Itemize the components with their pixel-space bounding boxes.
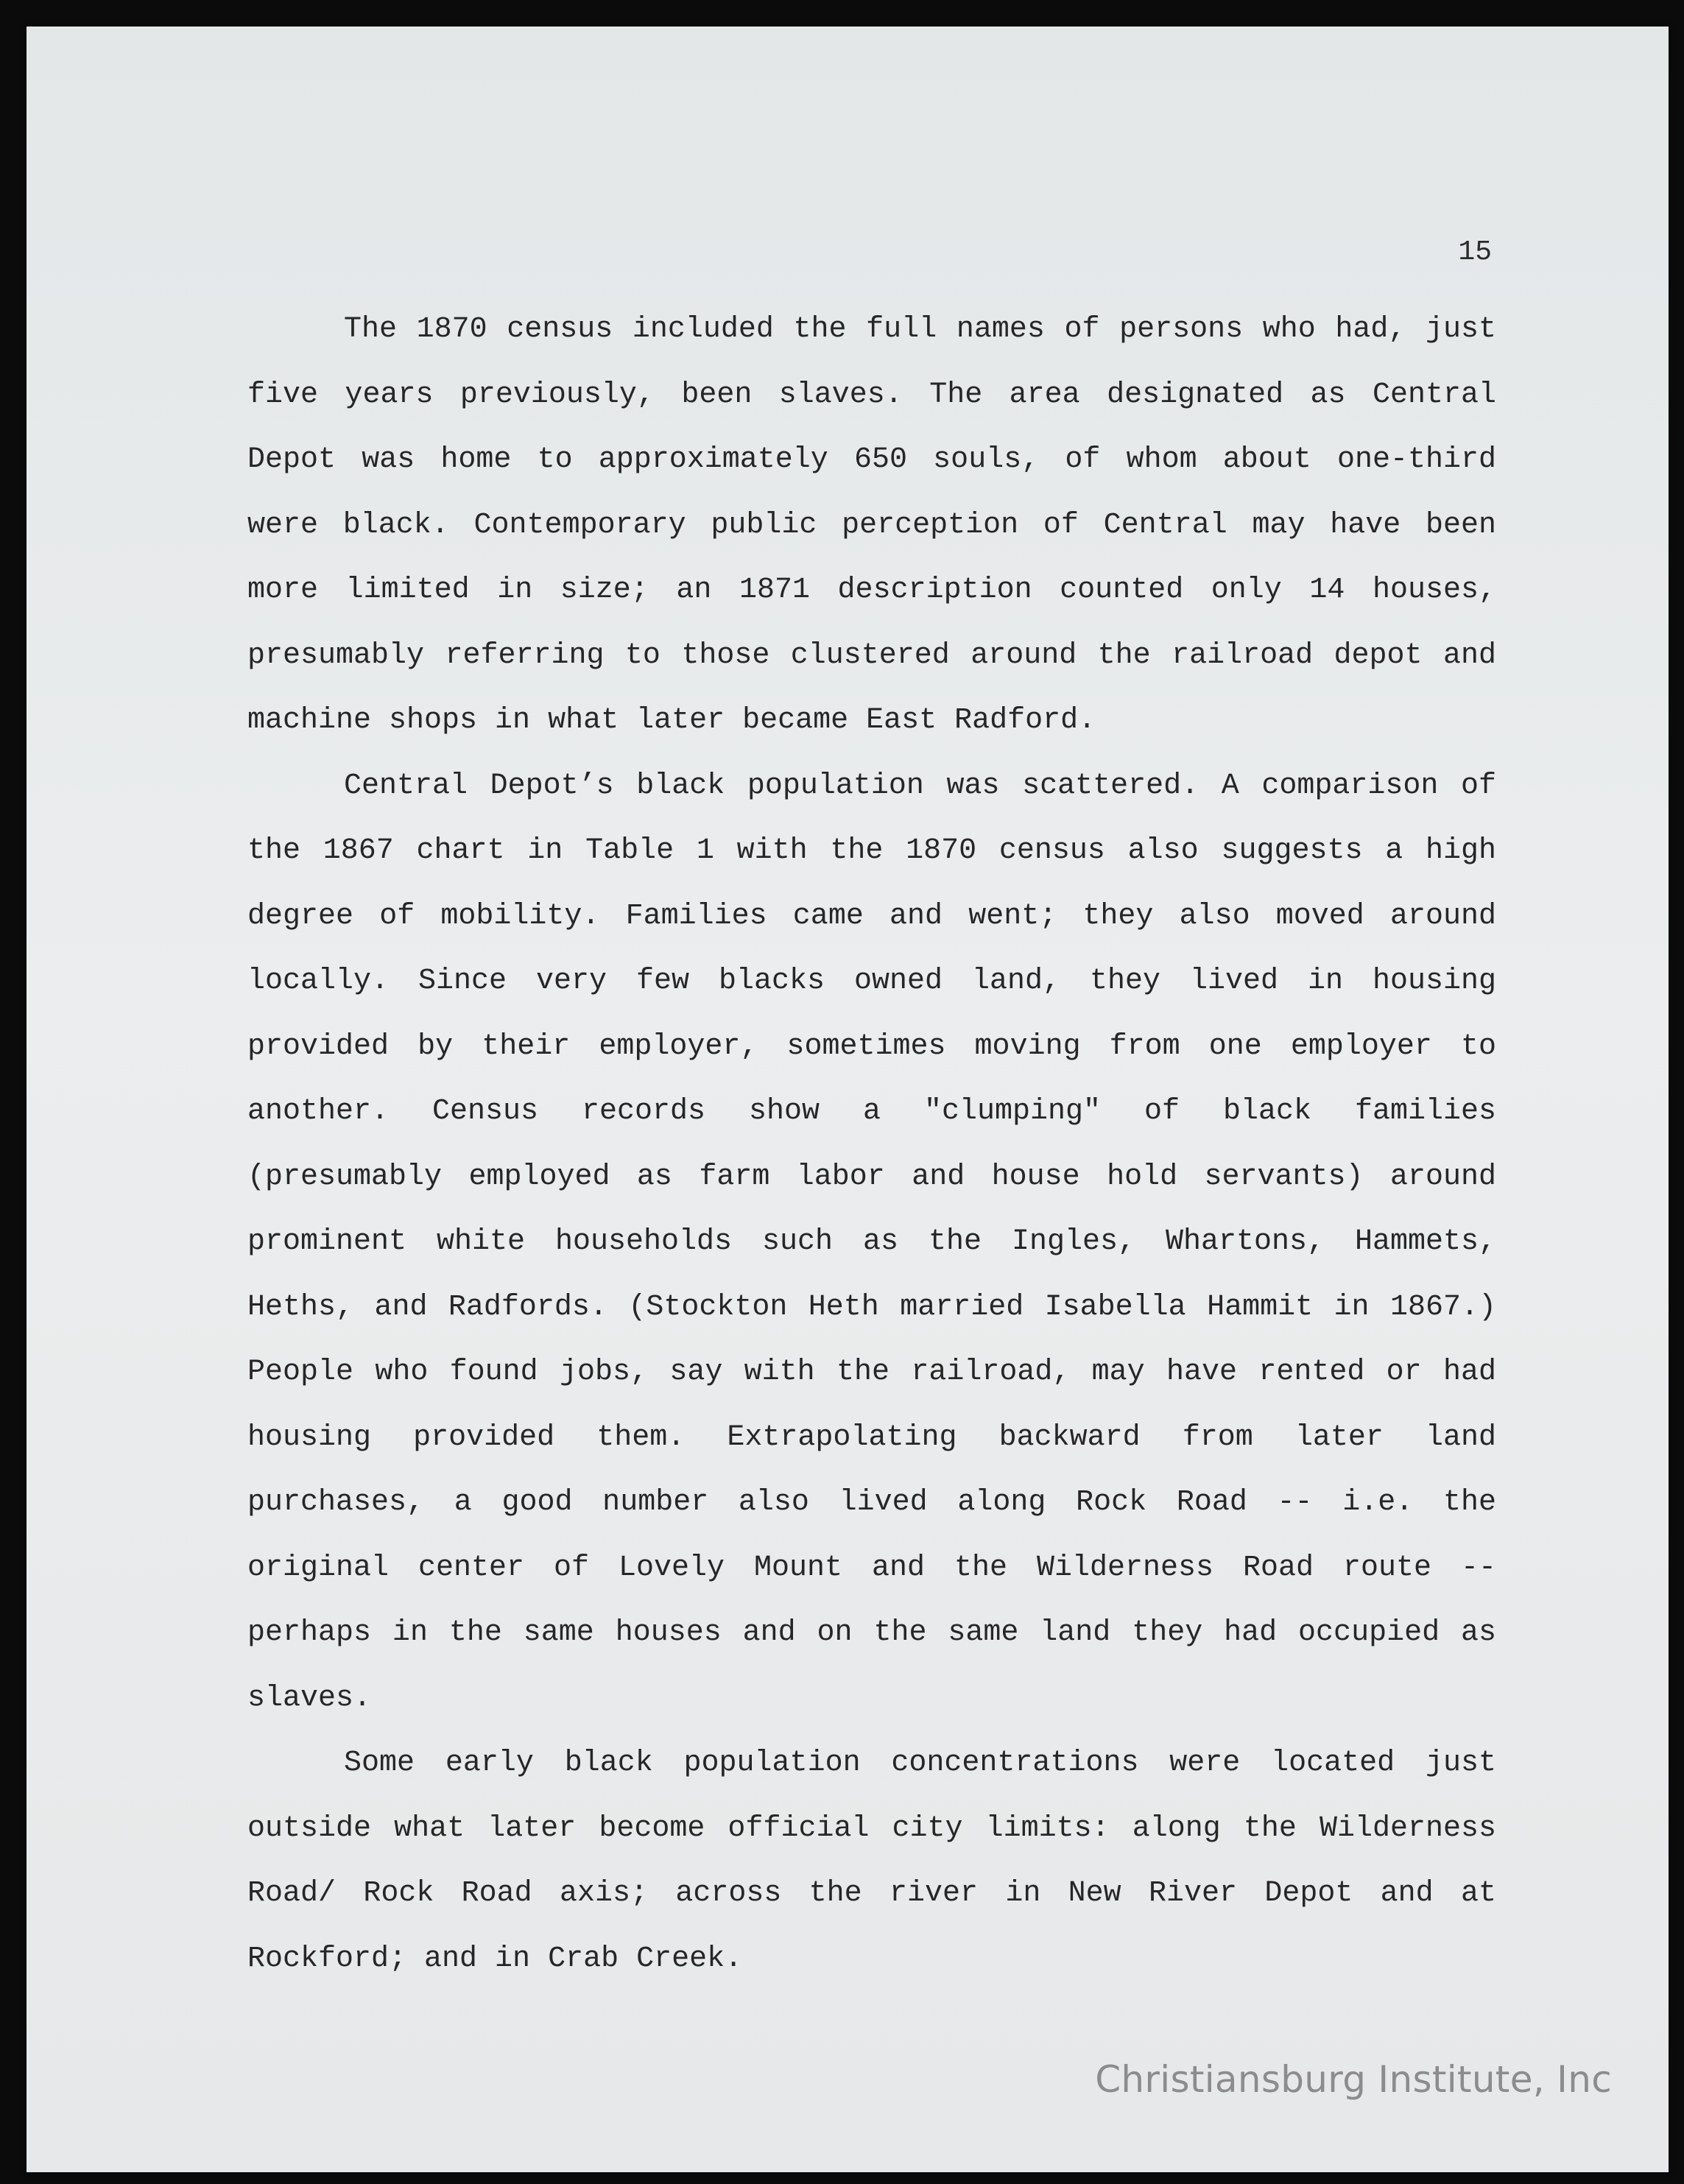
body-text (247, 297, 1496, 1992)
page-number: 15 (1458, 236, 1492, 268)
paragraph-3: Some early black population concentrations were located just outside what later become official city limits: along the Wilderness Road/ Rock Road axis; across the river in New River Depot and at Rockford; and in Crab Creek. (247, 1747, 1496, 1976)
paragraph-2: Central Depot’s black population was scattered. A comparison of the 1867 chart in Table 1 with the 1870 census also suggests a high degree of mobility. Families came and went; they also moved around locally. Since very few blacks owned land, they lived in housing provided by their employer, sometimes moving from one employer to another. Census records show a "clumping" of black families (presumably employed as farm labor and house hold servants) around prominent white households such as the Ingles, Whartons, Hammets, Heths, and Radfords. (Stockton Heth married Isabella Hammit in 1867.) People who found jobs, say with the railroad, may have rented or had housing provided them. Extrapolating backward from later land purchases, a good number also lived along Rock Road -- i.e. the original center of Lovely Mount and the Wilderness Road route -- perhaps in the same houses and on the same land they had occupied as slaves. (247, 769, 1496, 1715)
watermark: Christiansburg Institute, Inc (1095, 2058, 1612, 2101)
document-page (27, 27, 1669, 2172)
paragraph-1: The 1870 census included the full names of persons who had, just five years previously, been slaves. The area designated as Central Depot was home to approximately 650 souls, of whom about one-third were black. Contemporary public perception of Central may have been more limited in size; an 1871 description counted only 14 houses, presumably referring to those clustered around the railroad depot and machine shops in what later became East Radford. (247, 313, 1496, 737)
